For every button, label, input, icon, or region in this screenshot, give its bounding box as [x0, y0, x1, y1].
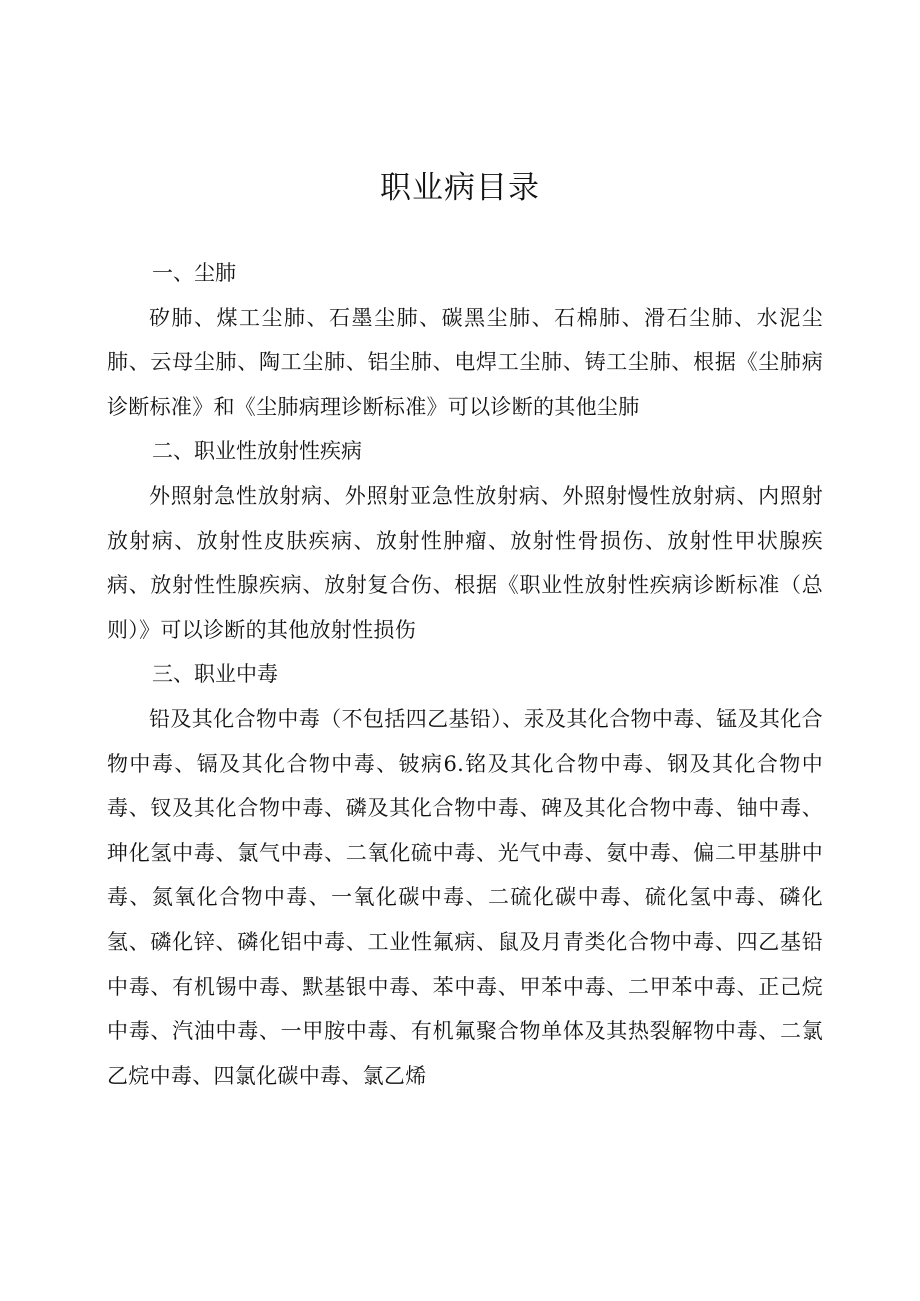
section-occupational-poisoning: [107, 652, 823, 1098]
section-paragraph: 铅及其化合物中毒（不包括四乙基铅）、汞及其化合物中毒、锰及其化合物中毒、镉及其化合物中毒、铍病6.铭及其化合物中毒、钢及其化合物中毒、钗及其化合物中毒、磷及其化合物中毒、碑及其化合物中毒、铀中毒、珅化氢中毒、氯气中毒、二氧化硫中毒、光气中毒、氨中毒、偏二甲基肼中毒、氮氧化合物中毒、一氧化碳中毒、二硫化碳中毒、硫化氢中毒、磷化氢、磷化锌、磷化铝中毒、工业性氟病、鼠及月青类化合物中毒、四乙基铅中毒、有机锡中毒、默基银中毒、苯中毒、甲苯中毒、二甲苯中毒、正己烷中毒、汽油中毒、一甲胺中毒、有机氟聚合物单体及其热裂解物中毒、二氯乙烷中毒、四氯化碳中毒、氯乙烯: [107, 706, 823, 1088]
section-pneumoconiosis: [107, 251, 823, 429]
document-title: 职业病目录: [380, 170, 540, 206]
section-heading: 一、尘肺: [152, 261, 236, 285]
section-heading: 三、职业中毒: [152, 662, 278, 687]
section-paragraph: 矽肺、煤工尘肺、石墨尘肺、碳黑尘肺、石棉肺、滑石尘肺、水泥尘肺、云母尘肺、陶工尘肺、铝尘肺、电焊工尘肺、铸工尘肺、根据《尘肺病诊断标准》和《尘肺病理诊断标准》可以诊断的其他尘肺: [107, 305, 823, 419]
section-paragraph: 外照射急性放射病、外照射亚急性放射病、外照射慢性放射病、内照射放射病、放射性皮肤疾病、放射性肿瘤、放射性骨损伤、放射性甲状腺疾病、放射性性腺疾病、放射复合伤、根据《职业性放射性疾病诊断标准（总则）》可以诊断的其他放射性损伤: [107, 483, 823, 642]
document-body: [107, 251, 823, 1098]
section-radiation-diseases: [107, 429, 823, 652]
section-heading: 二、职业性放射性疾病: [152, 439, 362, 464]
